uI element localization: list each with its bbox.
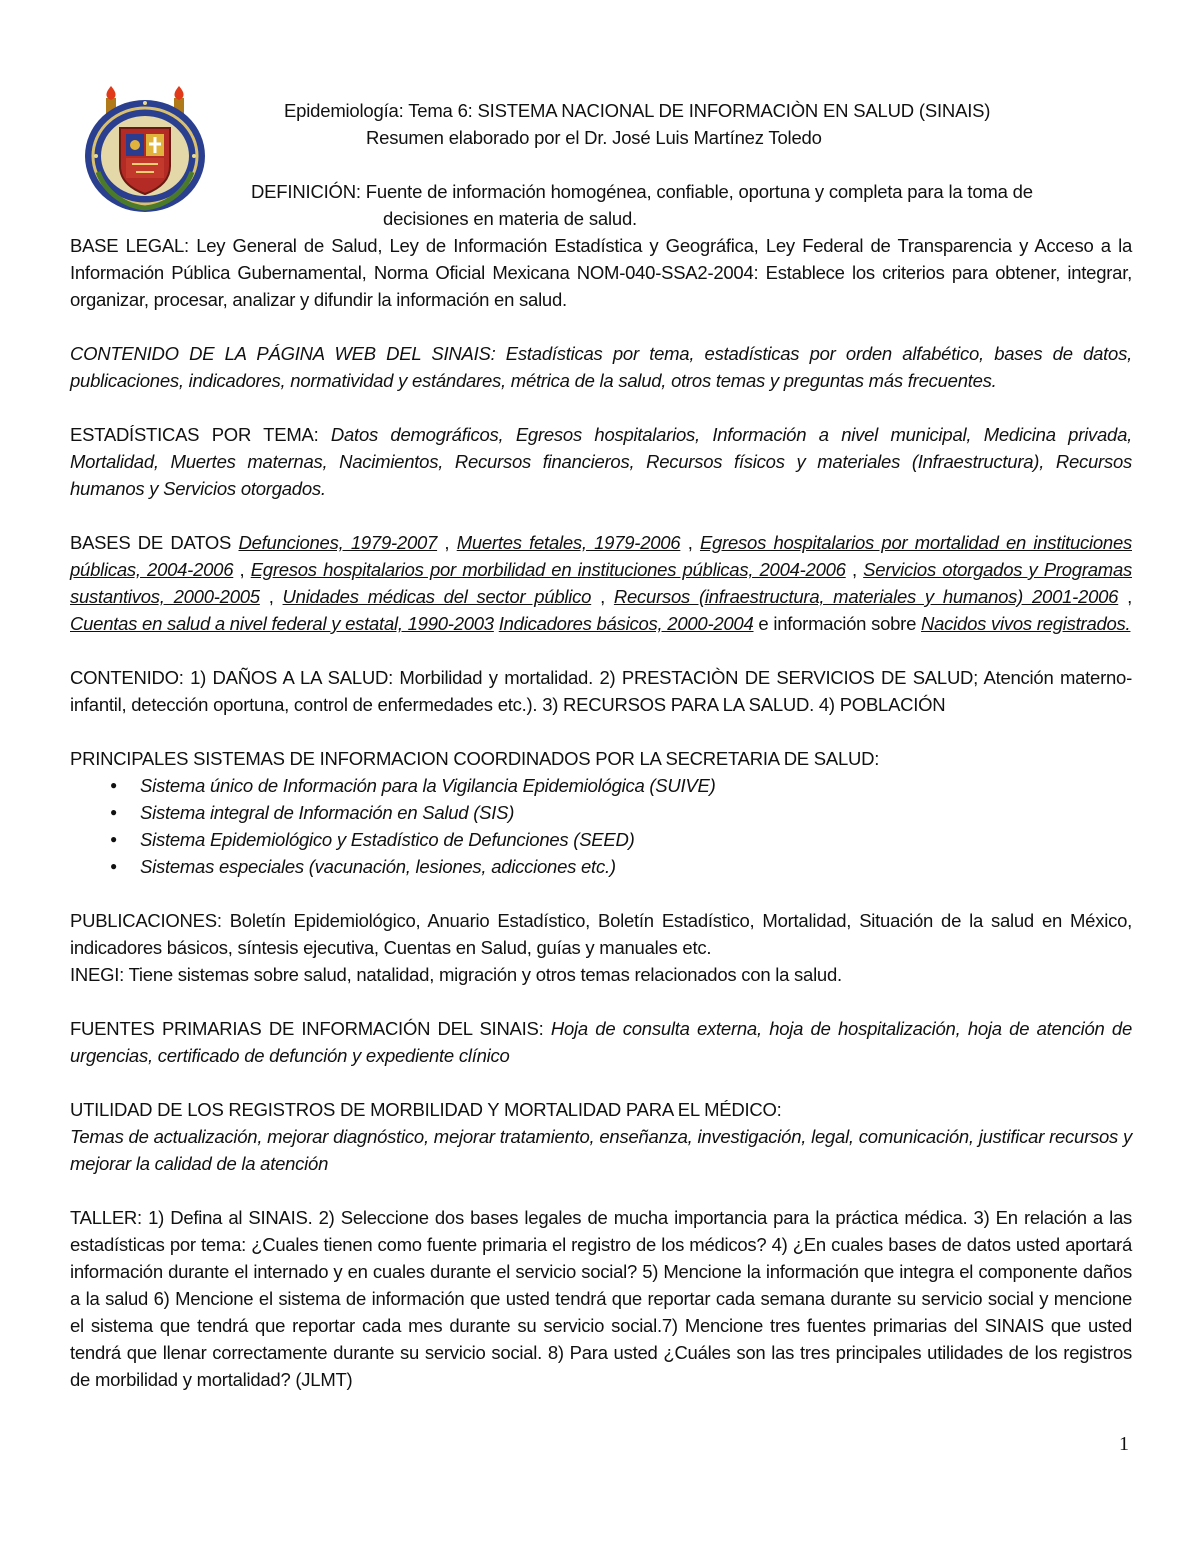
bases-datos-paragraph: BASES DE DATOS Defunciones, 1979-2007 , Muertes fetales, 1979-2006 , Egresos hospitalarios por mortalidad en instituciones públicas, 2004-2006 , Egresos hospitalarios por morbilidad en instituciones públicas, 2004-2006 , Servicios otorgados y Programas sustantivos, 2000-2005 , Unidades médicas del sector público , Recursos (infraestructura, materiales y humanos) 2001-2006 , Cuentas en salud a nivel federal y estatal, 1990-2003 Indicadores básicos, 2000-2004 e información sobre Nacidos vivos registrados. [70,532,1133,634]
contenido-web-paragraph: CONTENIDO DE LA PÁGINA WEB DEL SINAIS: Estadísticas por tema, estadísticas por orden alfabético, bases de datos, publicaciones, indicadores, normatividad y estándares, métrica de la salud, otros temas y preguntas más frecuentes. [70,343,1132,391]
database-link[interactable]: Egresos hospitalarios por morbilidad en instituciones públicas, 2004-2006 [250,559,846,580]
university-seal-icon [76,84,214,220]
document-title: Epidemiología: Tema 6: SISTEMA NACIONAL DE INFORMACIÒN EN SALUD (SINAIS) [284,100,991,121]
definition-line-1: DEFINICIÓN: Fuente de información homogénea, confiable, oportuna y completa para la toma de [251,181,1033,202]
bases-datos-label: BASES DE DATOS [70,532,239,553]
sistemas-title: PRINCIPALES SISTEMAS DE INFORMACION COORDINADOS POR LA SECRETARIA DE SALUD: [70,748,880,769]
utilidad-title: UTILIDAD DE LOS REGISTROS DE MORBILIDAD Y MORTALIDAD PARA EL MÉDICO: [70,1099,782,1120]
database-link[interactable]: Recursos (infraestructura, materiales y humanos) 2001-2006 [613,586,1119,607]
definition-line-2: decisiones en materia de salud. [383,208,637,229]
fuentes-paragraph [70,1015,1132,1069]
utilidad-text: Temas de actualización, mejorar diagnóstico, mejorar tratamiento, enseñanza, investigación, legal, comunicación, justificar recursos y mejorar la calidad de la atención [70,1126,1132,1174]
database-link[interactable]: Defunciones, 1979-2007 [238,532,438,553]
list-item: ● Sistema Epidemiológico y Estadístico de Defunciones (SEED) [70,826,1132,853]
sistemas-list [70,772,1132,880]
list-item: ● Sistemas especiales (vacunación, lesiones, adicciones etc.) [70,853,1132,880]
taller-paragraph: TALLER: 1) Defina al SINAIS. 2) Seleccione dos bases legales de mucha importancia para la práctica médica. 3) En relación a las estadísticas por tema: ¿Cuales tienen como fuente primaria el registro de los médicos? 4) ¿En cuales bases de datos usted aportará información durante el internado y en cuales durante el servicio social? 5) Mencione la información que integra el componente daños a la salud 6) Mencione el sistema de información que usted tendrá que reportar cada semana durante su servicio social y mencione el sistema que tendrá que reportar cada mes durante su servicio social.7) Mencione tres fuentes primarias del SINAIS que usted tendrá que llenar correctamente durante su servicio social. 8) Para usted ¿Cuáles son las tres principales utilidades de los registros de morbilidad y mortalidad? (JLMT) [70,1207,1132,1390]
database-link[interactable]: Servicios otorgados y Programas sustantivos, 2000-2005 [70,559,1132,607]
publicaciones-paragraph: PUBLICACIONES: Boletín Epidemiológico, Anuario Estadístico, Boletín Estadístico, Mortalidad, Situación de la salud en México, indicadores básicos, síntesis ejecutiva, Cuentas en Salud, guías y manuales etc. [70,910,1132,958]
document-author: Resumen elaborado por el Dr. José Luis Martínez Toledo [366,127,822,148]
list-item: ● Sistema integral de Información en Salud (SIS) [70,799,1132,826]
database-link[interactable]: Egresos hospitalarios por mortalidad en instituciones públicas, 2004-2006 [70,532,1132,580]
document-body [70,232,1132,1420]
nacidos-vivos-link[interactable]: Nacidos vivos registrados. [921,613,1131,634]
fuentes-label: FUENTES PRIMARIAS DE INFORMACIÓN DEL SINAIS: [70,1018,551,1039]
list-item: ● Sistema único de Información para la Vigilancia Epidemiológica (SUIVE) [70,772,1132,799]
estadisticas-paragraph [70,421,1132,502]
estadisticas-text: Datos demográficos, Egresos hospitalarios, Información a nivel municipal, Medicina privada, Mortalidad, Muertes maternas, Nacimientos, Recursos financieros, Recursos físicos y materiales (Infraestructura), Recursos humanos y Servicios otorgados. [70,424,1132,499]
fuentes-text: Hoja de consulta externa, hoja de hospitalización, hoja de atención de urgencias, certificado de defunción y expediente clínico [70,1018,1133,1066]
database-link[interactable]: Indicadores básicos, 2000-2004 [498,613,754,634]
database-link[interactable]: Cuentas en salud a nivel federal y estatal, 1990-2003 [70,613,494,634]
page-number: 1 [1119,1433,1129,1455]
bases-datos-tail: e información sobre [758,613,922,634]
base-legal-paragraph: BASE LEGAL: Ley General de Salud, Ley de Información Estadística y Geográfica, Ley Federal de Transparencia y Acceso a la Información Pública Gubernamental, Norma Oficial Mexicana NOM-040-SSA2-2004: Establece los criterios para obtener, integrar, organizar, procesar, analizar y difundir la información en salud. [70,235,1132,310]
inegi-paragraph: INEGI: Tiene sistemas sobre salud, natalidad, migración y otros temas relacionados con la salud. [70,964,842,985]
database-link[interactable]: Muertes fetales, 1979-2006 [456,532,681,553]
estadisticas-label: ESTADÍSTICAS POR TEMA: [70,424,331,445]
database-link[interactable]: Unidades médicas del sector público [282,586,592,607]
contenido-paragraph: CONTENIDO: 1) DAÑOS A LA SALUD: Morbilidad y mortalidad. 2) PRESTACIÒN DE SERVICIOS DE SALUD; Atención materno-infantil, detección oportuna, control de enfermedades etc.). 3) RECURSOS PARA LA SALUD. 4) POBLACIÓN [70,667,1132,715]
